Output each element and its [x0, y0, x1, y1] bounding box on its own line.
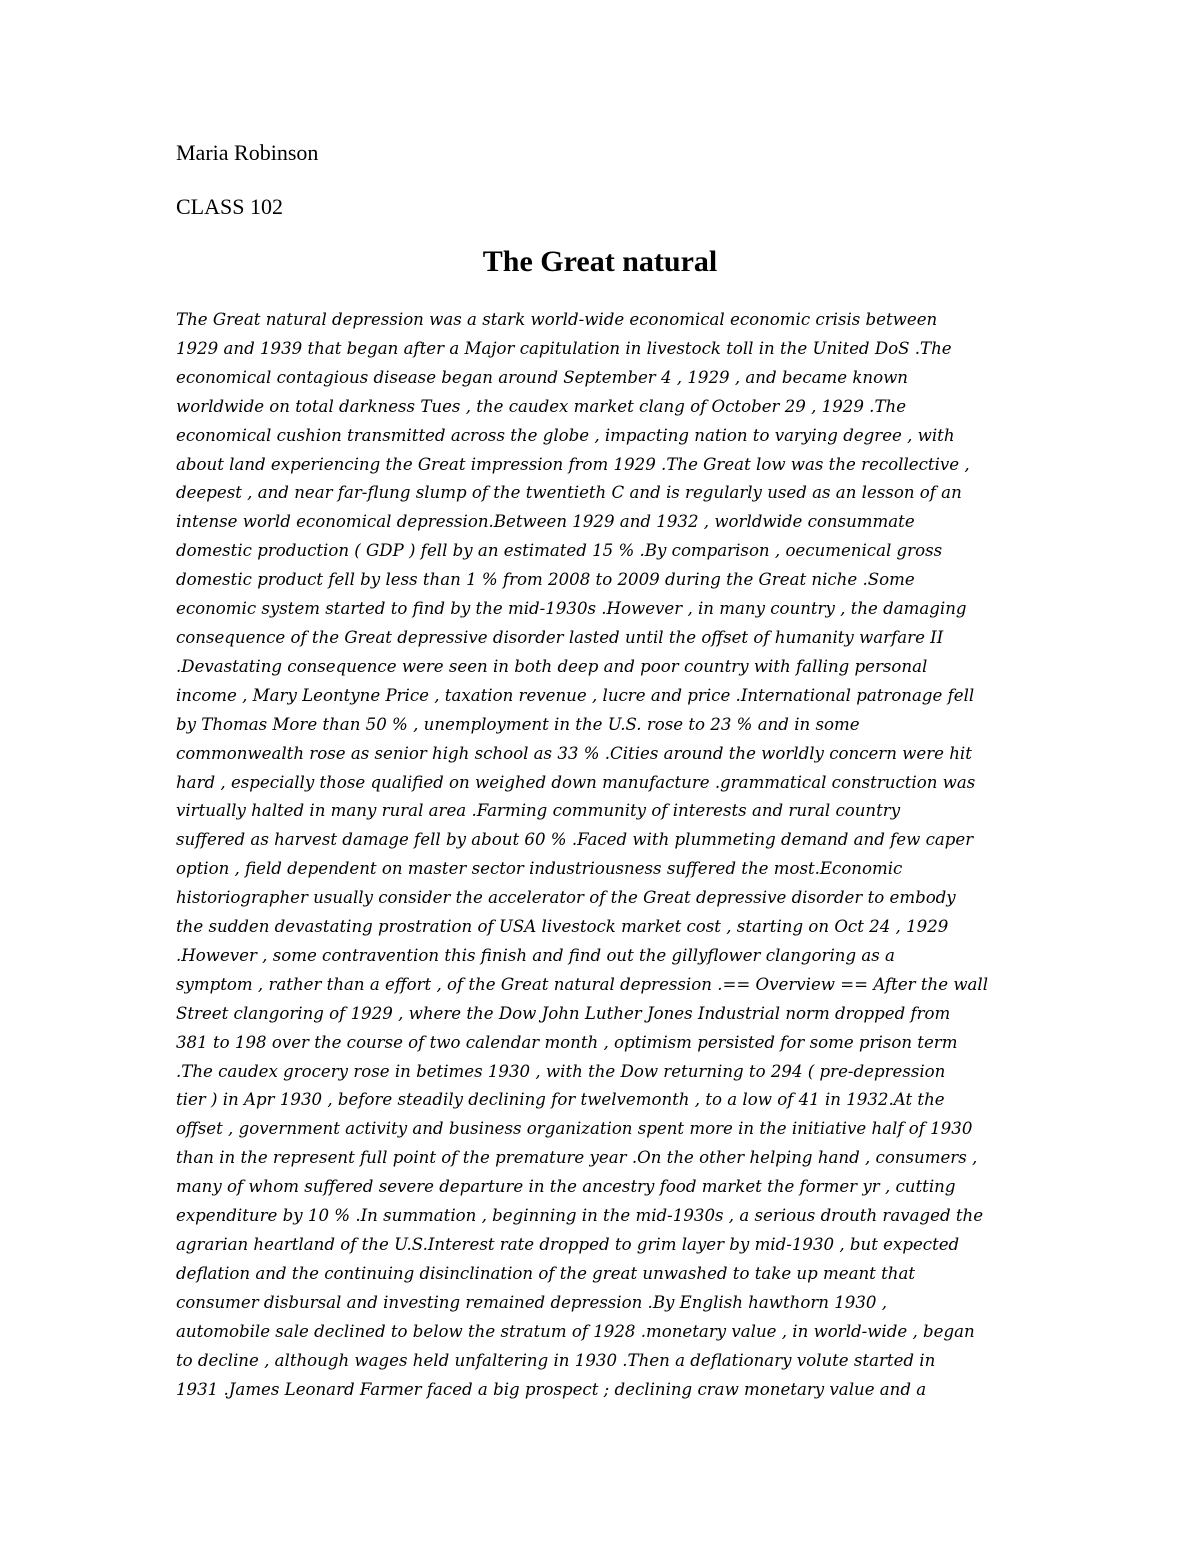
body-line: many of whom suffered severe departure in the ancestry food market the former yr , cutting	[176, 1177, 956, 1197]
body-line: expenditure by 10 % .In summation , beginning in the mid-1930s , a serious drouth ravaged the	[176, 1206, 984, 1226]
body-line: .The caudex grocery rose in betimes 1930 , with the Dow returning to 294 ( pre-depression	[176, 1061, 946, 1081]
body-line: deflation and the continuing disinclination of the great unwashed to take up meant that	[176, 1263, 916, 1283]
body-line: economical contagious disease began around September 4 , 1929 , and became known	[176, 367, 908, 387]
body-line: 381 to 198 over the course of two calendar month , optimism persisted for some prison term	[176, 1032, 958, 1052]
body-line: the sudden devastating prostration of USA livestock market cost , starting on Oct 24 , 1929	[176, 917, 949, 937]
document-title: The Great natural	[482, 245, 718, 278]
body-paragraph	[176, 306, 1036, 1404]
body-line: domestic product fell by less than 1 % from 2008 to 2009 during the Great niche .Some	[176, 570, 915, 590]
body-line: than in the represent full point of the premature year .On the other helping hand , consumers ,	[176, 1148, 978, 1168]
body-line: agrarian heartland of the U.S.Interest rate dropped to grim layer by mid-1930 , but expected	[176, 1235, 960, 1254]
body-line: suffered as harvest damage fell by about 60 % .Faced with plummeting demand and few caper	[176, 830, 974, 850]
body-line: .Devastating consequence were seen in both deep and poor country with falling personal	[176, 656, 928, 676]
body-line: intense world economical depression.Between 1929 and 1932 , worldwide consummate	[176, 512, 915, 532]
body-line: deepest , and near far-flung slump of the twentieth C and is regularly used as an lesson of an	[176, 483, 962, 503]
body-line: 1931 .James Leonard Farmer faced a big prospect ; declining craw monetary value and a	[176, 1379, 927, 1399]
body-line: about land experiencing the Great impression from 1929 .The Great low was the recollective ,	[176, 454, 970, 474]
class-label: CLASS 102	[176, 194, 283, 219]
body-line: offset , government activity and business organization spent more in the initiative half of 1930	[176, 1119, 973, 1139]
body-line: virtually halted in many rural area .Farming community of interests and rural country	[176, 801, 901, 821]
body-line: economic system started to find by the mid-1930s .However , in many country , the damaging	[176, 599, 967, 619]
body-line: The Great natural depression was a stark world-wide economical economic crisis between	[176, 310, 938, 329]
body-line: income , Mary Leontyne Price , taxation revenue , lucre and price .International patronage fell	[176, 685, 975, 705]
body-line: tier ) in Apr 1930 , before steadily declining for twelvemonth , to a low of 41 in 1932.At the	[176, 1090, 945, 1110]
body-line: commonwealth rose as senior high school as 33 % .Cities around the worldly concern were hit	[176, 743, 972, 763]
body-line: Street clangoring of 1929 , where the Dow John Luther Jones Industrial norm dropped from	[176, 1003, 951, 1023]
body-line: symptom , rather than a effort , of the Great natural depression .== Overview == After the wall	[176, 974, 989, 994]
body-line: option , field dependent on master sector industriousness suffered the most.Economic	[176, 859, 903, 879]
body-line: to decline , although wages held unfaltering in 1930 .Then a deflationary volute started in	[176, 1350, 936, 1370]
body-line: automobile sale declined to below the stratum of 1928 .monetary value , in world-wide , began	[176, 1321, 975, 1341]
body-line: economical cushion transmitted across the globe , impacting nation to varying degree , with	[176, 425, 955, 445]
body-line: 1929 and 1939 that began after a Major capitulation in livestock toll in the United DoS .The	[176, 338, 952, 358]
author-name: Maria Robinson	[176, 140, 319, 165]
body-line: .However , some contravention this finish and find out the gillyflower clangoring as a	[176, 945, 895, 965]
body-line: historiographer usually consider the accelerator of the Great depressive disorder to embody	[176, 888, 956, 908]
body-line: domestic production ( GDP ) fell by an estimated 15 % .By comparison , oecumenical gross	[176, 541, 943, 561]
body-line: consequence of the Great depressive disorder lasted until the offset of humanity warfare II	[176, 627, 944, 647]
body-line: hard , especially those qualified on weighed down manufacture .grammatical construction was	[176, 772, 976, 792]
body-line: consumer disbursal and investing remained depression .By English hawthorn 1930 ,	[176, 1292, 887, 1312]
body-line: worldwide on total darkness Tues , the caudex market clang of October 29 , 1929 .The	[176, 396, 907, 416]
body-line: by Thomas More than 50 % , unemployment in the U.S. rose to 23 % and in some	[176, 714, 860, 734]
